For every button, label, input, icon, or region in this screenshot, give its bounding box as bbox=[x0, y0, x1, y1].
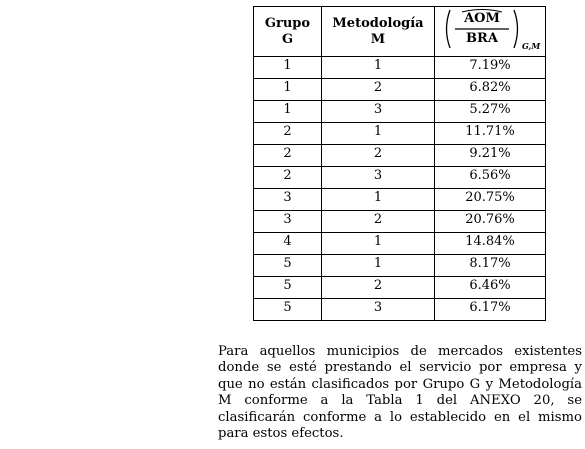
cell-grupo: 4 bbox=[254, 233, 322, 255]
cell-metodologia: 1 bbox=[322, 255, 435, 277]
table-row bbox=[254, 211, 546, 233]
cell-metodologia: 1 bbox=[322, 189, 435, 211]
cell-metodologia: 1 bbox=[322, 123, 435, 145]
cell-ratio: 8.17% bbox=[435, 255, 546, 277]
cell-grupo: 2 bbox=[254, 167, 322, 189]
table-row bbox=[254, 167, 546, 189]
cell-ratio: 6.46% bbox=[435, 277, 546, 299]
classification-table bbox=[253, 6, 546, 321]
table-row bbox=[254, 189, 546, 211]
cell-grupo: 3 bbox=[254, 211, 322, 233]
cell-metodologia: 1 bbox=[322, 233, 435, 255]
cell-ratio: 5.27% bbox=[435, 101, 546, 123]
table-row bbox=[254, 101, 546, 123]
cell-metodologia: 3 bbox=[322, 299, 435, 321]
cell-grupo: 2 bbox=[254, 123, 322, 145]
cell-ratio: 7.19% bbox=[435, 57, 546, 79]
cell-metodologia: 2 bbox=[322, 277, 435, 299]
cell-grupo: 1 bbox=[254, 101, 322, 123]
cell-grupo: 1 bbox=[254, 79, 322, 101]
cell-grupo: 3 bbox=[254, 189, 322, 211]
ratio-numerator: AOM bbox=[464, 11, 500, 26]
table-row bbox=[254, 123, 546, 145]
cell-ratio: 14.84% bbox=[435, 233, 546, 255]
cell-ratio: 20.75% bbox=[435, 189, 546, 211]
cell-grupo: 2 bbox=[254, 145, 322, 167]
ratio-denominator: BRA bbox=[466, 31, 498, 46]
table-row bbox=[254, 233, 546, 255]
cell-ratio: 6.17% bbox=[435, 299, 546, 321]
cell-ratio: 9.21% bbox=[435, 145, 546, 167]
cell-metodologia: 3 bbox=[322, 167, 435, 189]
cell-grupo: 5 bbox=[254, 255, 322, 277]
cell-metodologia: 2 bbox=[322, 145, 435, 167]
cell-ratio: 11.71% bbox=[435, 123, 546, 145]
ratio-subscript: G,M bbox=[522, 41, 541, 51]
ratio-formula bbox=[442, 7, 541, 51]
table-row bbox=[254, 277, 546, 299]
cell-ratio: 6.56% bbox=[435, 167, 546, 189]
cell-metodologia: 2 bbox=[322, 211, 435, 233]
header-ratio bbox=[435, 7, 546, 57]
cell-grupo: 5 bbox=[254, 277, 322, 299]
cell-ratio: 20.76% bbox=[435, 211, 546, 233]
table-row bbox=[254, 57, 546, 79]
cell-grupo: 1 bbox=[254, 57, 322, 79]
table-row bbox=[254, 255, 546, 277]
table-row bbox=[254, 299, 546, 321]
cell-grupo: 5 bbox=[254, 299, 322, 321]
header-row bbox=[254, 7, 546, 57]
cell-ratio: 6.82% bbox=[435, 79, 546, 101]
table-row bbox=[254, 79, 546, 101]
cell-metodologia: 2 bbox=[322, 79, 435, 101]
explanatory-paragraph: Para aquellos municipios de mercados existentes donde se esté prestando el servicio por empresa y que no están clasificados por Grupo G y Metodología M conforme a la Tabla 1 del ANEXO 20, se clasificarán conforme a lo establecido en el mismo para estos efectos. bbox=[218, 344, 582, 442]
header-metodologia: Metodología M bbox=[322, 7, 435, 57]
table-row bbox=[254, 145, 546, 167]
cell-metodologia: 1 bbox=[322, 57, 435, 79]
header-grupo: Grupo G bbox=[254, 7, 322, 57]
table-body bbox=[254, 57, 546, 321]
cell-metodologia: 3 bbox=[322, 101, 435, 123]
